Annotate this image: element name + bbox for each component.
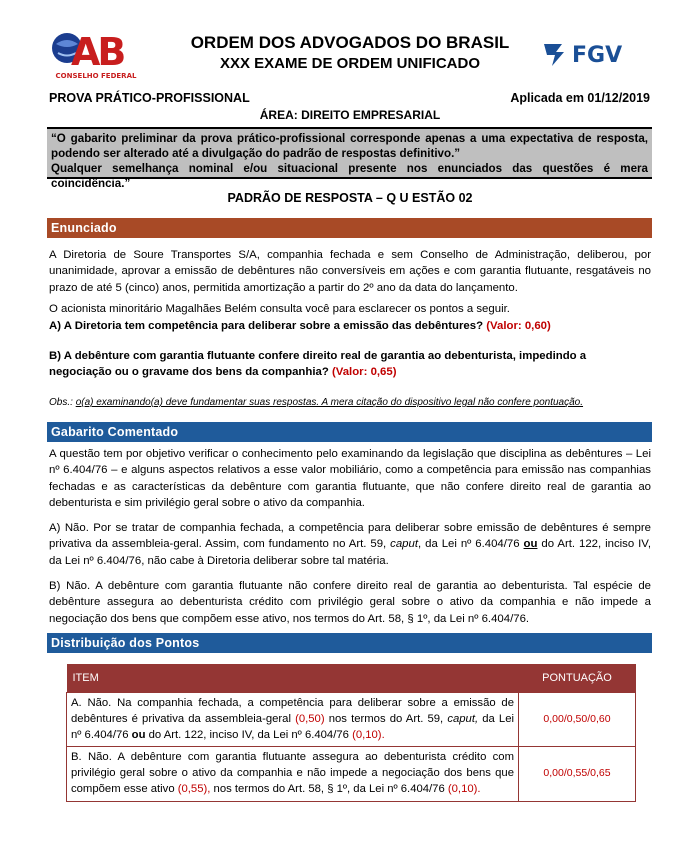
padrao-title: PADRÃO DE RESPOSTA – Q U ESTÃO 02 — [227, 191, 473, 205]
row-b-text1: B. Não. A debênture com garantia flutuante assegura ao debenturista crédito com privilégio geral sobre o ativo da companhia e não impede a negociação dos bens que compõem esse ativo — [71, 751, 514, 795]
question-a-text: A) A Diretoria tem competência para deliberar sobre a emissão das debêntures? — [49, 320, 484, 332]
row-a-ou: ou — [131, 728, 146, 741]
row-a-caput: caput, — [447, 712, 479, 725]
area-label: ÁREA: DIREITO EMPRESARIAL — [259, 108, 441, 122]
enunciado-consulta: O acionista minoritário Magalhães Belém consulta você para esclarecer os pontos a seguir. — [49, 303, 510, 315]
answer-a-part1: A) Não. Por se tratar de companhia fechada, a competência para deliberar sobre emissão de debêntures é sempre privativa da assembleia-geral. Assim, com fundamento no Art. 59, — [49, 522, 651, 551]
oab-logo-subtitle: CONSELHO FEDERAL — [55, 72, 137, 80]
row-a-text1: A. Não. Na companhia fechada, a competência para deliberar sobre a emissão de debêntures é privativa da assembleia-geral — [71, 697, 514, 725]
observacao — [49, 395, 651, 411]
answer-a-ou: ou — [523, 538, 538, 551]
disclaimer-line2: Qualquer semelhança nominal e/ou situacional presente nos enunciados das questões é mera coincidência.” — [51, 162, 648, 190]
disclaimer-line1: “O gabarito preliminar da prova prático-profissional corresponde apenas a uma expectativa de resposta, podendo ser alterado até a divulgação do padrão de respostas definitivo.” — [51, 132, 648, 160]
row-a-text4: do Art. 122, inciso IV, da Lei nº 6.404/76 — [148, 728, 349, 741]
oab-logo — [50, 28, 142, 80]
gabarito-answer-a — [49, 520, 651, 569]
row-a-text2: nos termos do Art. 59, — [328, 712, 444, 725]
svg-text:AB: AB — [71, 30, 124, 74]
row-b-points: 0,00/0,55/0,65 — [519, 747, 636, 801]
header-title-line1: ORDEM DOS ADVOGADOS DO BRASIL — [190, 33, 510, 52]
row-b-value1: (0,55), — [177, 782, 211, 795]
question-b — [49, 348, 651, 381]
col-item: ITEM — [67, 664, 519, 693]
row-a-text3: da Lei nº 6.404/76 — [71, 712, 514, 741]
section-distribuicao-heading: Distribuição dos Pontos — [47, 633, 652, 653]
enunciado-paragraph: A Diretoria de Soure Transportes S/A, companhia fechada e sem Conselho de Administração, deliberou, por unanimidade, aprovar a emissão de debêntures não conversíveis em ações e com garantia flutuante, resgatáveis no prazo de até 5 (cinco) anos, permitida amortização a partir do 2º ano da data do lançamento. — [49, 249, 651, 294]
question-b-value: (Valor: 0,65) — [331, 366, 397, 379]
obs-label: Obs.: — [49, 397, 73, 408]
row-a-value1: (0,50) — [295, 712, 325, 725]
section-gabarito-heading: Gabarito Comentado — [47, 422, 652, 442]
col-pontuacao: PONTUAÇÃO — [519, 664, 636, 693]
fgv-logo-text: FGV — [572, 43, 623, 68]
points-table — [66, 664, 636, 802]
row-a-value2: (0,10). — [352, 728, 385, 741]
question-a — [49, 318, 651, 334]
gabarito-answer-b: B) Não. A debênture com garantia flutuante não confere direito real de garantia ao debenturista. Tal espécie de debênture assegura ao debenturista crédito com privilégio geral sobre o ativo da companhia e não impede a negociação dos bens que compõem esse ativo, nos termos do Art. 58, § 1º, da Lei nº 6.404/76. — [49, 580, 651, 625]
row-b-value2: (0,10). — [447, 782, 481, 795]
answer-a-caput: caput — [390, 538, 419, 551]
row-a-points: 0,00/0,50/0,60 — [519, 693, 636, 747]
row-b-item — [67, 747, 519, 801]
row-b-text2: nos termos do Art. 58, § 1º, da Lei nº 6.404/76 — [213, 782, 445, 795]
table-row — [67, 693, 636, 747]
points-table-header — [67, 664, 636, 693]
section-enunciado-heading: Enunciado — [47, 218, 652, 238]
gabarito-intro: A questão tem por objetivo verificar o conhecimento pelo examinando da legislação que disciplina as debêntures – Lei nº 6.404/76 – e alguns aspectos relativos a esse valor mobiliário, como a competência para emissão nas companhias fechadas e as características da debênture com garantia flutuante, que não confere direito real de garantia ao debenturista e sim privilégio geral sobre o ativo da companhia. — [49, 448, 651, 509]
header-title-line2: XXX EXAME DE ORDEM UNIFICADO — [219, 55, 481, 72]
answer-a-part2: , da Lei nº 6.404/76 — [418, 538, 520, 551]
fgv-logo — [542, 38, 650, 68]
answer-a-part3: do Art. 122, inciso IV, da Lei nº 6.404/76, não cabe à Diretoria deliberar sobre tal matéria. — [49, 538, 652, 567]
aplicada-date: Aplicada em 01/12/2019 — [510, 91, 650, 105]
prova-label: PROVA PRÁTICO-PROFISSIONAL — [49, 91, 250, 105]
question-a-value: (Valor: 0,60) — [486, 320, 551, 332]
row-a-item — [67, 693, 519, 747]
obs-text: o(a) examinando(a) deve fundamentar suas respostas. A mera citação do dispositivo legal não confere pontuação. — [75, 397, 584, 408]
disclaimer-box — [47, 127, 652, 190]
question-b-text: B) A debênture com garantia flutuante confere direito real de garantia ao debenturista, impedindo a negociação ou o gravame dos bens da companhia? — [49, 350, 587, 379]
table-row — [67, 747, 636, 801]
